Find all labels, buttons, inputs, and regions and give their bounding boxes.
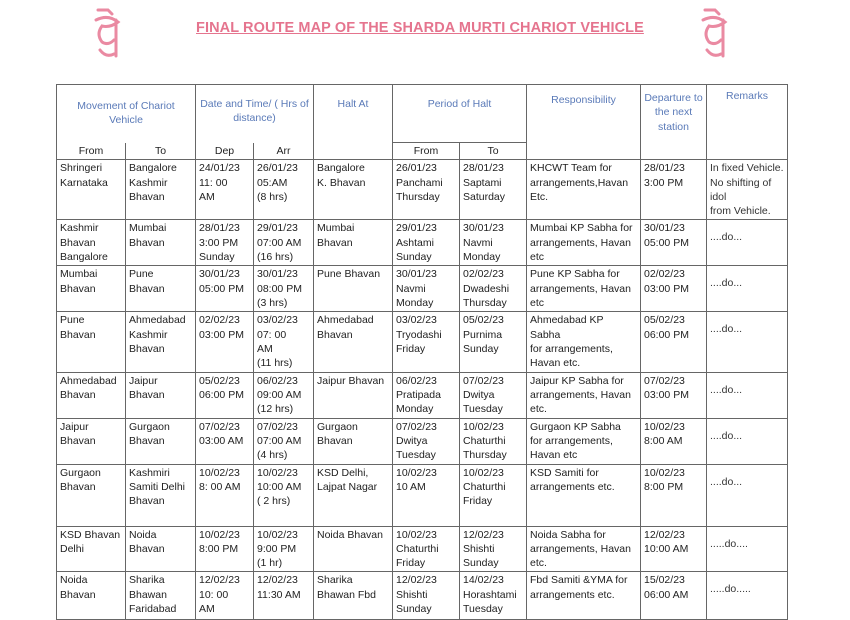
cell-departure: 10/02/23 8:00 AM [641,418,707,464]
cell-dep: 05/02/23 06:00 PM [196,372,254,418]
cell-pto: 02/02/23 Dwadeshi Thursday [460,266,527,312]
sharda-logo-left [88,6,128,62]
halt-subheader-blank [314,143,393,160]
cell-arr: 03/02/23 07: 00 AM (11 hrs) [254,312,314,372]
cell-dep: 24/01/23 11: 00 AM [196,160,254,220]
remarks-subheader-blank [707,143,788,160]
cell-remarks: .....do.... [707,526,788,572]
cell-departure: 28/01/23 3:00 PM [641,160,707,220]
cell-halt: KSD Delhi, Lajpat Nagar [314,464,393,526]
cell-resp: Noida Sabha for arrangements, Havan etc. [527,526,641,572]
cell-pto: 30/01/23 Navmi Monday [460,220,527,266]
cell-departure: 30/01/23 05:00 PM [641,220,707,266]
cell-departure: 07/02/23 03:00 PM [641,372,707,418]
cell-pfrom: 03/02/23 Tryodashi Friday [393,312,460,372]
cell-remarks: ....do... [707,372,788,418]
cell-from: Gurgaon Bhavan [57,464,126,526]
cell-dep: 28/01/23 3:00 PM Sunday [196,220,254,266]
cell-resp: Gurgaon KP Sabha for arrangements, Havan etc [527,418,641,464]
period-to-subheader: To [460,143,527,160]
arr-subheader: Arr [254,143,314,160]
cell-to: Gurgaon Bhavan [126,418,196,464]
cell-remarks: In fixed Vehicle. No shifting of idol from Vehicle. [707,160,788,220]
table-row [57,526,788,572]
cell-to: Jaipur Bhavan [126,372,196,418]
cell-from: Mumbai Bhavan [57,266,126,312]
resp-subheader-blank [527,143,641,160]
cell-from: Jaipur Bhavan [57,418,126,464]
cell-departure: 15/02/23 06:00 AM [641,572,707,620]
cell-remarks: ....do... [707,266,788,312]
cell-pfrom: 26/01/23 Panchami Thursday [393,160,460,220]
cell-halt: Gurgaon Bhavan [314,418,393,464]
cell-to: Noida Bhavan [126,526,196,572]
cell-arr: 12/02/23 11:30 AM [254,572,314,620]
table-row [57,572,788,620]
cell-halt: Mumbai Bhavan [314,220,393,266]
halt-at-header: Halt At [314,85,393,143]
cell-to: Kashmiri Samiti Delhi Bhavan [126,464,196,526]
from-subheader: From [57,143,126,160]
date-time-header: Date and Time/ ( Hrs of distance) [196,85,314,143]
cell-to: Bangalore Kashmir Bhavan [126,160,196,220]
page-title: FINAL ROUTE MAP OF THE SHARDA MURTI CHARIOT VEHICLE [196,20,644,36]
cell-dep: 02/02/23 03:00 PM [196,312,254,372]
cell-halt: Pune Bhavan [314,266,393,312]
cell-halt: Noida Bhavan [314,526,393,572]
cell-resp: KSD Samiti for arrangements etc. [527,464,641,526]
cell-to: Ahmedabad Kashmir Bhavan [126,312,196,372]
header-row [57,85,788,143]
cell-from: Shringeri Karnataka [57,160,126,220]
cell-resp: Mumbai KP Sabha for arrangements, Havan etc [527,220,641,266]
cell-arr: 10/02/23 9:00 PM (1 hr) [254,526,314,572]
cell-pfrom: 12/02/23 Shishti Sunday [393,572,460,620]
cell-pto: 12/02/23 Shishti Sunday [460,526,527,572]
cell-pto: 28/01/23 Saptami Saturday [460,160,527,220]
cell-to: Pune Bhavan [126,266,196,312]
cell-pfrom: 30/01/23 Navmi Monday [393,266,460,312]
dep-subheader: Dep [196,143,254,160]
table-row [57,266,788,312]
cell-departure: 02/02/23 03:00 PM [641,266,707,312]
cell-arr: 30/01/23 08:00 PM (3 hrs) [254,266,314,312]
cell-dep: 30/01/23 05:00 PM [196,266,254,312]
cell-from: KSD Bhavan Delhi [57,526,126,572]
departure-subheader-blank [641,143,707,160]
remarks-header: Remarks [707,85,788,143]
cell-remarks: ....do... [707,312,788,372]
departure-header: Departure to the next station [641,85,707,143]
cell-pfrom: 10/02/23 Chaturthi Friday [393,526,460,572]
cell-arr: 07/02/23 07:00 AM (4 hrs) [254,418,314,464]
movement-header: Movement of Chariot Vehicle [57,85,196,143]
cell-resp: Ahmedabad KP Sabha for arrangements, Havan etc. [527,312,641,372]
cell-resp: KHCWT Team for arrangements,Havan Etc. [527,160,641,220]
cell-to: Sharika Bhawan Faridabad [126,572,196,620]
cell-pfrom: 10/02/23 10 AM [393,464,460,526]
responsibility-header: Responsibility [527,85,641,143]
cell-departure: 05/02/23 06:00 PM [641,312,707,372]
table-row [57,312,788,372]
cell-departure: 10/02/23 8:00 PM [641,464,707,526]
cell-pto: 07/02/23 Dwitya Tuesday [460,372,527,418]
cell-arr: 06/02/23 09:00 AM (12 hrs) [254,372,314,418]
cell-arr: 10/02/23 10:00 AM ( 2 hrs) [254,464,314,526]
route-table [56,84,788,620]
cell-dep: 10/02/23 8: 00 AM [196,464,254,526]
cell-from: Noida Bhavan [57,572,126,620]
cell-pto: 10/02/23 Chaturthi Friday [460,464,527,526]
cell-halt: Ahmedabad Bhavan [314,312,393,372]
cell-resp: Jaipur KP Sabha for arrangements, Havan etc. [527,372,641,418]
to-subheader: To [126,143,196,160]
cell-remarks: ....do... [707,418,788,464]
cell-pto: 14/02/23 Horashtami Tuesday [460,572,527,620]
cell-remarks: ....do... [707,464,788,526]
sharda-logo-right [695,6,735,62]
cell-from: Ahmedabad Bhavan [57,372,126,418]
cell-dep: 10/02/23 8:00 PM [196,526,254,572]
cell-pto: 05/02/23 Purnima Sunday [460,312,527,372]
cell-arr: 26/01/23 05:AM (8 hrs) [254,160,314,220]
table-row [57,160,788,220]
cell-pfrom: 06/02/23 Pratipada Monday [393,372,460,418]
cell-remarks: .....do..... [707,572,788,620]
period-from-subheader: From [393,143,460,160]
cell-dep: 12/02/23 10: 00 AM [196,572,254,620]
cell-pfrom: 07/02/23 Dwitya Tuesday [393,418,460,464]
table-row [57,418,788,464]
cell-remarks: ....do... [707,220,788,266]
cell-from: Kashmir Bhavan Bangalore [57,220,126,266]
cell-pto: 10/02/23 Chaturthi Thursday [460,418,527,464]
subheader-row [57,143,788,160]
cell-halt: Bangalore K. Bhavan [314,160,393,220]
table-row [57,372,788,418]
cell-resp: Pune KP Sabha for arrangements, Havan etc [527,266,641,312]
cell-to: Mumbai Bhavan [126,220,196,266]
cell-halt: Sharika Bhawan Fbd [314,572,393,620]
cell-resp: Fbd Samiti &YMA for arrangements etc. [527,572,641,620]
table-row [57,220,788,266]
cell-dep: 07/02/23 03:00 AM [196,418,254,464]
table-row [57,464,788,526]
cell-pfrom: 29/01/23 Ashtami Sunday [393,220,460,266]
cell-halt: Jaipur Bhavan [314,372,393,418]
period-header: Period of Halt [393,85,527,143]
cell-from: Pune Bhavan [57,312,126,372]
cell-departure: 12/02/23 10:00 AM [641,526,707,572]
cell-arr: 29/01/23 07:00 AM (16 hrs) [254,220,314,266]
